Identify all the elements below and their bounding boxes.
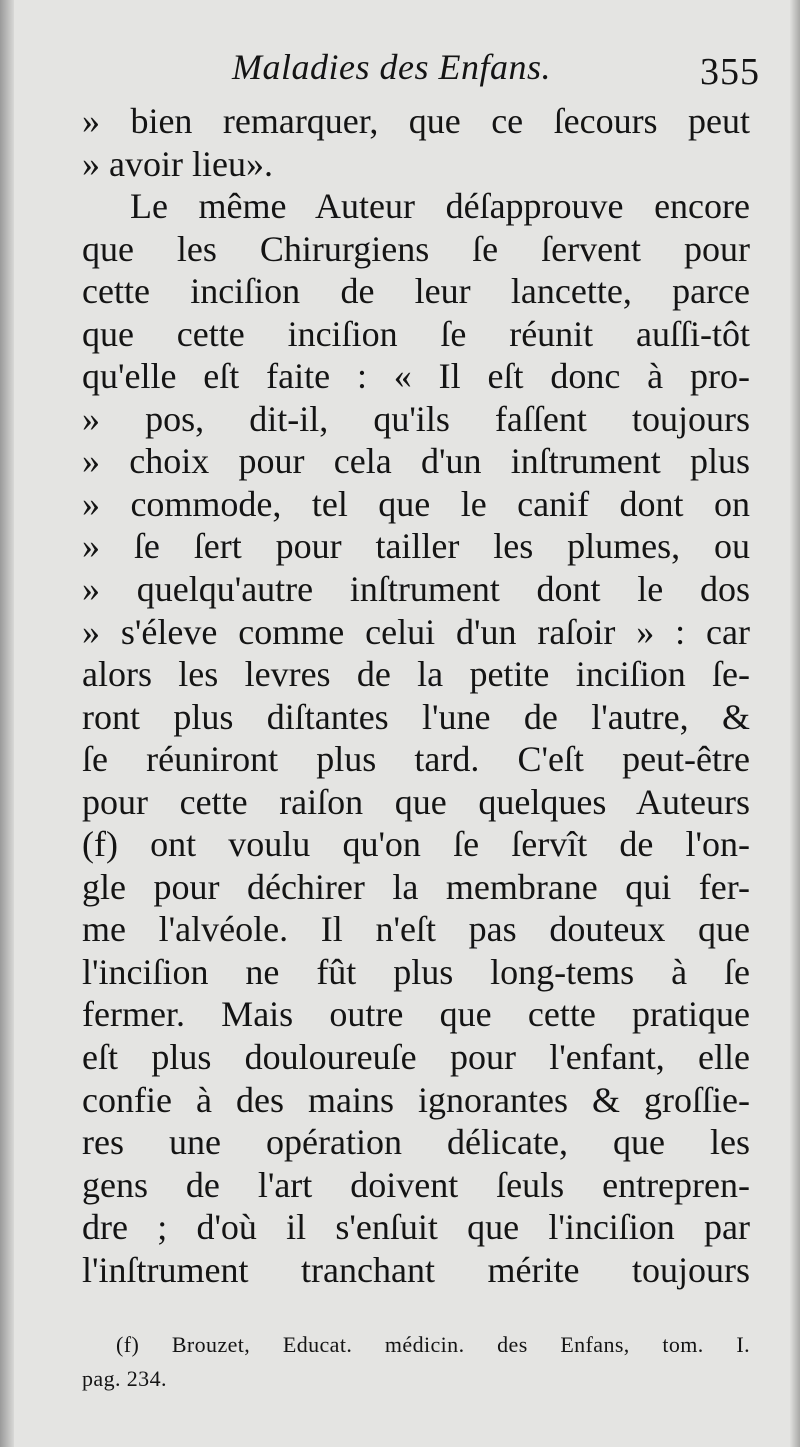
text-line: que les Chirurgiens ſe ſervent pour: [82, 228, 750, 269]
body-text: [82, 100, 750, 1291]
footnote-line: pag. 234.: [82, 1366, 167, 1391]
page-shadow-left: [0, 0, 14, 1447]
text-line: pour cette raiſon que quelques Auteurs: [82, 781, 750, 822]
page-shadow-right: [790, 0, 800, 1447]
text-line: » quelqu'autre inſtrument dont le dos: [82, 569, 750, 610]
text-line: (f) ont voulu qu'on ſe ſervît de l'on-: [82, 824, 750, 865]
text-line: l'inſtrument tranchant mérite toujours: [82, 1249, 750, 1290]
text-line: ront plus diſtantes l'une de l'autre, &: [82, 696, 750, 737]
text-line: ſe réuniront plus tard. C'eſt peut-être: [82, 739, 750, 780]
footnote: [82, 1328, 750, 1396]
text-line: cette inciſion de leur lancette, parce: [82, 271, 750, 312]
text-line: » ſe ſert pour tailler les plumes, ou: [82, 526, 750, 567]
page-header: [80, 46, 770, 102]
text-line: » bien remarquer, que ce ſecours peut: [82, 101, 750, 141]
text-line: qu'elle eſt faite : « Il eſt donc à pro-: [82, 356, 750, 397]
text-line: l'inciſion ne fût plus long-tems à ſe: [82, 951, 750, 992]
text-line: gens de l'art doivent ſeuls entrepren-: [82, 1164, 750, 1205]
text-line: » pos, dit-il, qu'ils faſſent toujours: [82, 398, 750, 439]
text-line: dre ; d'où il s'enſuit que l'inciſion par: [82, 1207, 750, 1248]
text-line: eſt plus douloureuſe pour l'enfant, elle: [82, 1037, 750, 1078]
text-line: fermer. Mais outre que cette pratique: [82, 994, 750, 1035]
text-line: que cette inciſion ſe réunit auſſi-tôt: [82, 313, 750, 354]
text-line: res une opération délicate, que les: [82, 1122, 750, 1163]
text-line: alors les levres de la petite inciſion ſe-: [82, 654, 750, 695]
footnote-line: (f) Brouzet, Educat. médicin. des Enfans, tom. I.: [116, 1332, 750, 1357]
text-line: » s'éleve comme celui d'un raſoir » : car: [82, 611, 750, 652]
text-line: gle pour déchirer la membrane qui fer-: [82, 866, 750, 907]
running-title: Maladies des Enfans.: [232, 47, 551, 87]
paragraph-start-line: Le même Auteur déſapprouve encore: [130, 186, 750, 227]
page-number: 355: [700, 51, 760, 93]
text-line: » commode, tel que le canif dont on: [82, 483, 750, 524]
text-line: confie à des mains ignorantes & groſſie-: [82, 1079, 750, 1120]
text-line: » avoir lieu».: [82, 143, 273, 184]
text-line: me l'alvéole. Il n'eſt pas douteux que: [82, 909, 750, 950]
text-line: » choix pour cela d'un inſtrument plus: [82, 441, 750, 482]
